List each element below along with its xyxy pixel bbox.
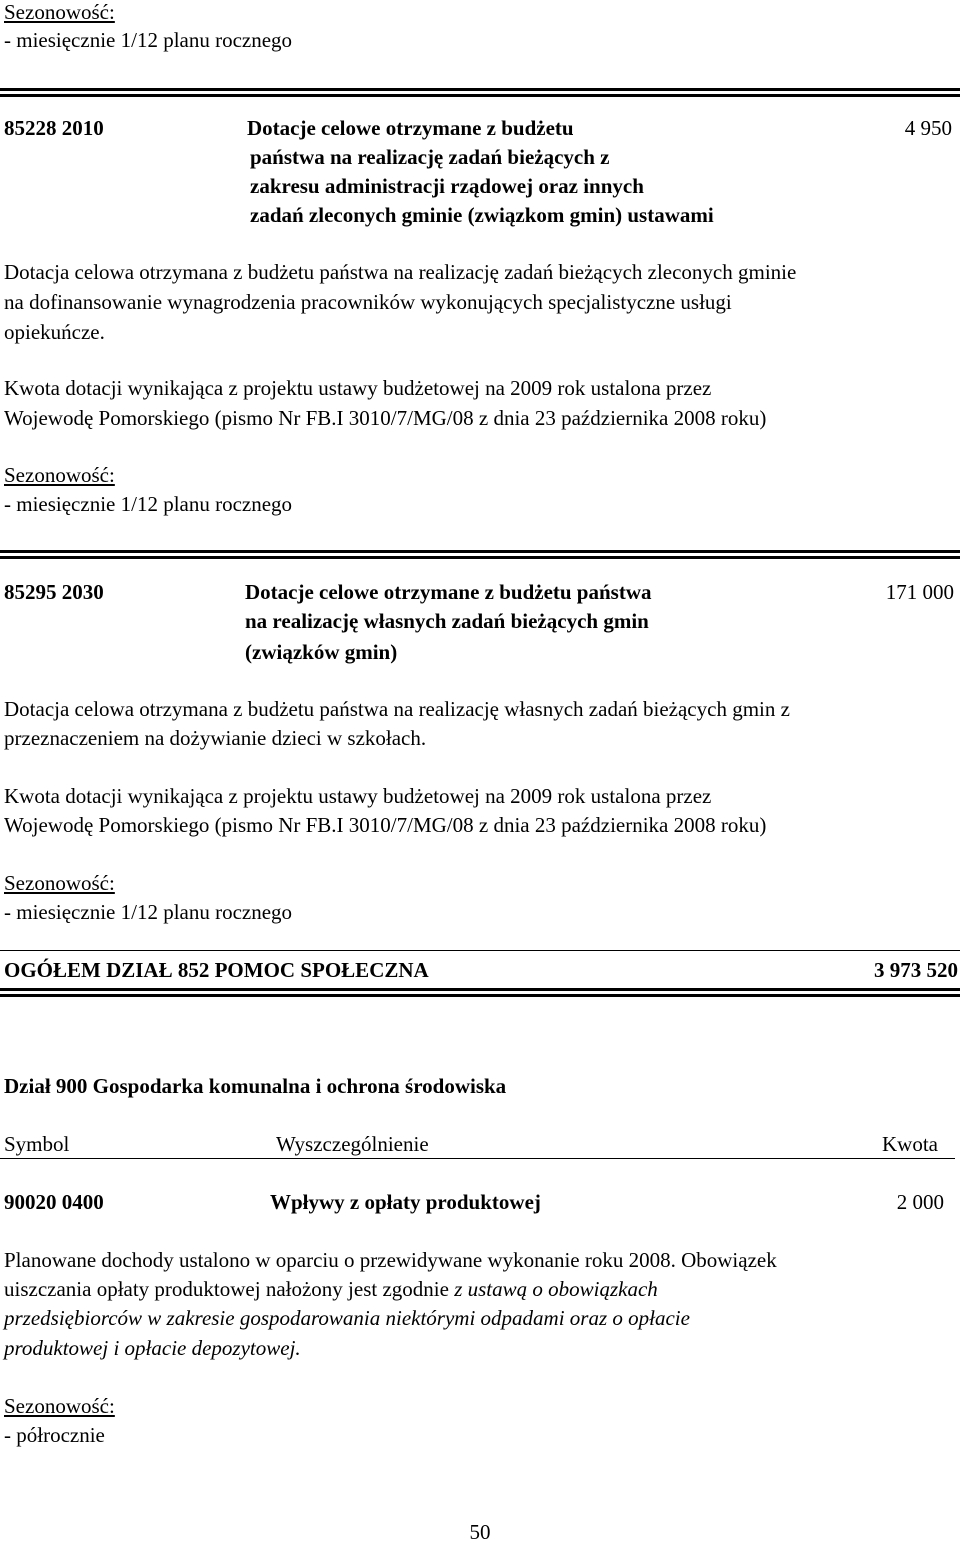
season-label: Sezonowość:: [4, 0, 115, 24]
entry-description-line: [4, 1279, 658, 1300]
total-top-rule: [0, 950, 960, 951]
classification-code: 85295 2030: [4, 580, 104, 604]
entry-title-line: państwa na realizację zadań bieżących z: [250, 145, 610, 169]
section-divider: [0, 550, 960, 553]
classification-code: 85228 2010: [4, 116, 104, 140]
column-header-rule: [0, 1158, 955, 1159]
section-total-label: OGÓŁEM DZIAŁ 852 POMOC SPOŁECZNA: [4, 958, 429, 982]
entry-amount: 2 000: [896, 1190, 944, 1214]
entry-title-line: Dotacje celowe otrzymane z budżetu: [247, 116, 574, 140]
entry-description-line: opiekuńcze.: [4, 320, 105, 344]
page-number: 50: [469, 1520, 491, 1544]
season-label: Sezonowość:: [4, 1394, 115, 1418]
entry-amount: 4 950: [904, 116, 952, 140]
column-header-description: Wyszczególnienie: [276, 1132, 429, 1156]
section-total-amount: 3 973 520: [874, 958, 958, 982]
season-label: Sezonowość:: [4, 871, 115, 895]
entry-title-line: (związków gmin): [245, 640, 398, 664]
entry-description-line: Dotacja celowa otrzymana z budżetu państwa na realizację zadań bieżących zleconych gminie: [4, 260, 797, 284]
entry-title-line: zadań zleconych gminie (związkom gmin) ustawami: [250, 203, 714, 227]
entry-title: Wpływy z opłaty produktowej: [270, 1190, 541, 1214]
entry-description-line: Dotacja celowa otrzymana z budżetu państwa na realizację własnych zadań bieżących gmin z: [4, 697, 790, 721]
entry-title-line: na realizację własnych zadań bieżących gmin: [245, 609, 649, 633]
entry-note-line: Kwota dotacji wynikająca z projektu ustawy budżetowej na 2009 rok ustalona przez: [4, 784, 712, 808]
entry-description-line: na dofinansowanie wynagrodzenia pracowników wykonujących specjalistyczne usługi: [4, 290, 732, 314]
classification-code: 90020 0400: [4, 1190, 104, 1214]
law-reference-line: produktowej i opłacie depozytowej.: [4, 1336, 301, 1360]
division-heading: Dział 900 Gospodarka komunalna i ochrona środowiska: [4, 1074, 507, 1098]
law-reference: z ustawą o obowiązkach: [454, 1277, 658, 1301]
season-label: Sezonowość:: [4, 463, 115, 487]
law-reference-line: przedsiębiorców w zakresie gospodarowania niektórymi odpadami oraz o opłacie: [4, 1306, 690, 1330]
season-value: - miesięcznie 1/12 planu rocznego: [4, 492, 293, 516]
section-divider: [0, 556, 960, 559]
entry-note-line: Wojewodę Pomorskiego (pismo Nr FB.I 3010/7/MG/08 z dnia 23 października 2008 roku): [4, 813, 767, 837]
column-header-amount: Kwota: [882, 1132, 938, 1156]
column-header-symbol: Symbol: [4, 1132, 70, 1156]
entry-amount: 171 000: [885, 580, 954, 604]
section-divider: [0, 988, 960, 991]
entry-description-line: przeznaczeniem na dożywianie dzieci w szkołach.: [4, 726, 427, 750]
entry-note-line: Kwota dotacji wynikająca z projektu ustawy budżetowej na 2009 rok ustalona przez: [4, 376, 712, 400]
entry-note-line: Wojewodę Pomorskiego (pismo Nr FB.I 3010/7/MG/08 z dnia 23 października 2008 roku): [4, 406, 767, 430]
season-value: - półrocznie: [4, 1423, 105, 1447]
season-value: - miesięcznie 1/12 planu rocznego: [4, 28, 293, 52]
entry-title-line: zakresu administracji rządowej oraz innych: [250, 174, 644, 198]
section-divider: [0, 94, 960, 97]
section-divider: [0, 88, 960, 91]
description-text: uiszczania opłaty produktowej nałożony jest zgodnie: [4, 1277, 455, 1301]
season-value: - miesięcznie 1/12 planu rocznego: [4, 900, 293, 924]
section-divider: [0, 994, 960, 997]
entry-title-line: Dotacje celowe otrzymane z budżetu państwa: [245, 580, 652, 604]
entry-description-line: Planowane dochody ustalono w oparciu o przewidywane wykonanie roku 2008. Obowiązek: [4, 1248, 777, 1272]
